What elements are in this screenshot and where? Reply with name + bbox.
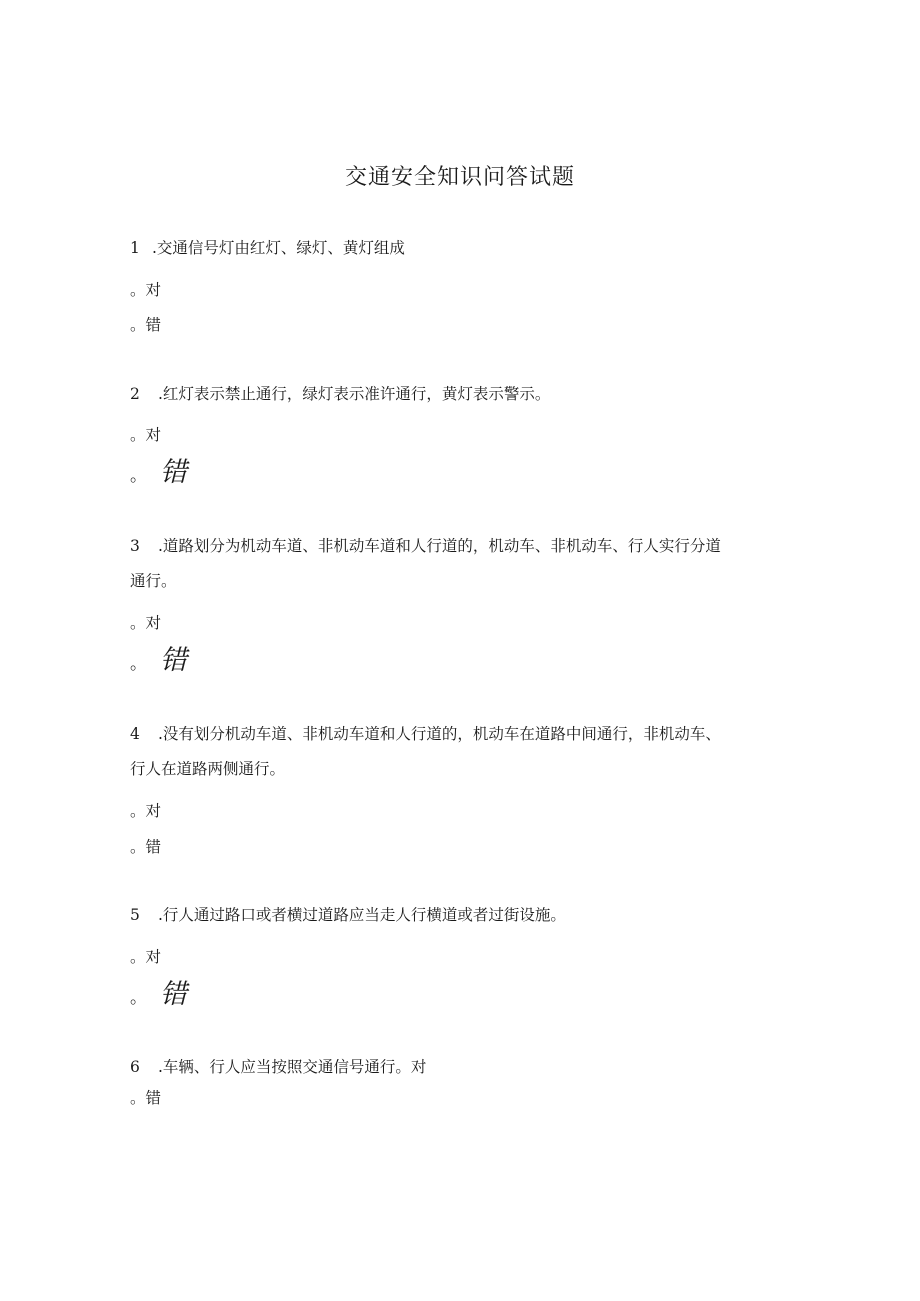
question-6-option-b: 。错	[130, 1089, 162, 1107]
question-text: .红灯表示禁止通行，绿灯表示准许通行，黄灯表示警示。	[158, 385, 551, 403]
question-3-option-a: 。对	[130, 614, 162, 632]
question-4-option-a: 。对	[130, 802, 162, 820]
question-number: 5	[130, 906, 140, 924]
option-mark: 。	[130, 466, 147, 486]
question-text: .道路划分为机动车道、非机动车道和人行道的，机动车、非机动车、行人实行分道	[158, 537, 721, 555]
question-4-option-b: 。错	[130, 838, 162, 856]
question-5-option-a: 。对	[130, 948, 162, 966]
question-1-option-b: 。错	[130, 316, 162, 334]
question-4-text-continued: 行人在道路两侧通行。	[130, 760, 286, 778]
question-2-option-a: 。对	[130, 426, 162, 444]
question-3-option-b	[130, 644, 187, 681]
question-number: 3	[130, 537, 140, 555]
question-2	[130, 383, 550, 405]
question-3-text-continued: 通行。	[130, 572, 177, 590]
option-label: 错	[160, 645, 187, 676]
question-5-option-b	[130, 978, 187, 1015]
option-mark: 。	[130, 988, 147, 1008]
question-1	[130, 237, 405, 259]
question-1-option-a: 。对	[130, 281, 162, 299]
question-text: .没有划分机动车道、非机动车道和人行道的，机动车在道路中间通行，非机动车、	[158, 725, 721, 743]
question-text: .车辆、行人应当按照交通信号通行。对	[158, 1058, 427, 1076]
question-text: .行人通过路口或者横过道路应当走人行横道或者过街设施。	[158, 906, 566, 924]
question-2-option-b	[130, 456, 187, 493]
question-3	[130, 535, 721, 557]
question-6	[130, 1056, 426, 1078]
question-4	[130, 723, 721, 745]
question-number: 2	[130, 385, 140, 403]
question-number: 6	[130, 1058, 140, 1076]
option-mark: 。	[130, 654, 147, 674]
page-title: 交通安全知识问答试题	[344, 165, 575, 190]
option-label: 错	[160, 457, 187, 488]
option-label: 错	[160, 979, 187, 1010]
question-5	[130, 904, 566, 926]
question-number: 4	[130, 725, 140, 743]
question-number: 1	[130, 239, 140, 257]
question-text: .交通信号灯由红灯、绿灯、黄灯组成	[152, 239, 405, 257]
